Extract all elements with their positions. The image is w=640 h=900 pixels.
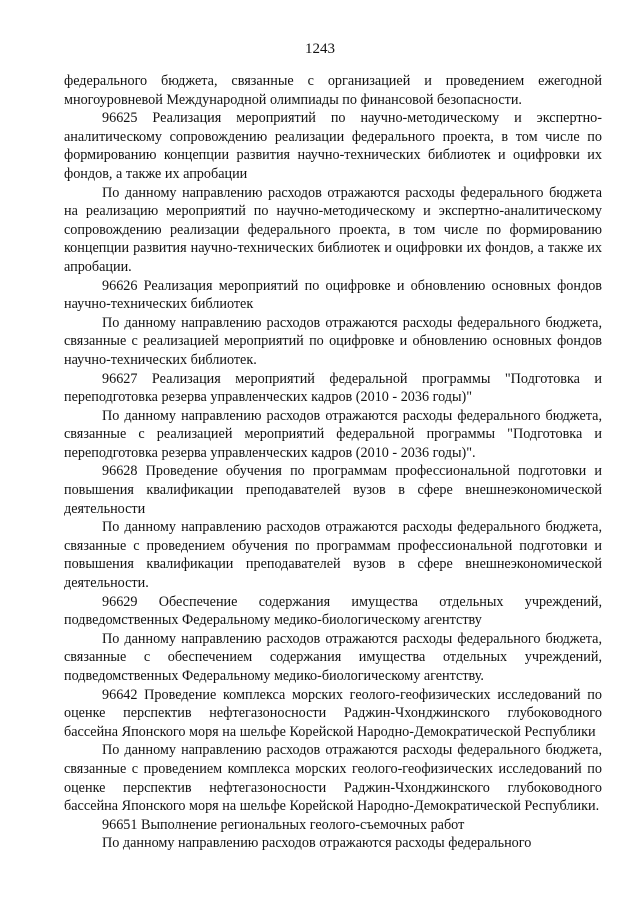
paragraph: По данному направлению расходов отражаются расходы федерального бюджета, связанные с проведением комплекса морских геолого-геофизических исследований по оценке перспектив нефтегазоносности Раджин-Чхонджинского глубоководного бассейна Японского моря на шельфе Корейской Народно-Демократической Республики. bbox=[64, 742, 602, 815]
paragraph: По данному направлению расходов отражаются расходы федерального бюджета на реализацию мероприятий по научно-методическому и экспертно-аналитическому сопровождению реализации федерального проекта, в том числе по формированию концепции развития научно-технических библиотек и оцифровки их фондов, а также их апробации. bbox=[64, 184, 602, 275]
paragraph: По данному направлению расходов отражаются расходы федерального бюджета, связанные с проведением обучения по программам профессиональной подготовки и повышения квалификации преподавателей вузов в сфере внешнеэкономической деятельности. bbox=[64, 519, 602, 592]
paragraph: 96627 Реализация мероприятий федеральной программы "Подготовка и переподготовка резерва управленческих кадров (2010 - 2036 годы)" bbox=[64, 370, 602, 406]
paragraph: федерального бюджета, связанные с организацией и проведением ежегодной многоуровневой Международной олимпиады по финансовой безопасности. bbox=[64, 73, 602, 108]
paragraph: 96626 Реализация мероприятий по оцифровке и обновлению основных фондов научно-технических библиотек bbox=[64, 277, 602, 313]
paragraph: По данному направлению расходов отражаются расходы федерального бюджета, связанные с реализацией мероприятий федеральной программы "Подготовка и переподготовка резерва управленческих кадров (2010 - 2036 годы)". bbox=[64, 407, 602, 461]
paragraph: 96628 Проведение обучения по программам профессиональной подготовки и повышения квалификации преподавателей вузов в сфере внешнеэкономической деятельности bbox=[64, 463, 602, 517]
paragraph: По данному направлению расходов отражаются расходы федерального bbox=[102, 835, 532, 852]
paragraph: 96651 Выполнение региональных геолого-съемочных работ bbox=[102, 816, 465, 833]
paragraph: По данному направлению расходов отражаются расходы федерального бюджета, связанные с реализацией мероприятий по оцифровке и обновлению основных фондов научно-технических библиотек. bbox=[64, 314, 602, 368]
paragraph: 96625 Реализация мероприятий по научно-методическому и экспертно-аналитическому сопровождению реализации федерального проекта, в том числе по формированию концепции развития научно-технических библиотек и оцифровки их фондов, а также их апробации bbox=[64, 110, 602, 182]
paragraph: По данному направлению расходов отражаются расходы федерального бюджета, связанные с обеспечением содержания имущества отдельных учреждений, подведомственных Федеральному медико-биологическому агентству. bbox=[64, 630, 602, 684]
document-body bbox=[64, 72, 602, 853]
page-number: 1243 bbox=[305, 41, 335, 57]
paragraph: 96629 Обеспечение содержания имущества отдельных учреждений, подведомственных Федеральному медико-биологическому агентству bbox=[64, 593, 602, 629]
paragraph: 96642 Проведение комплекса морских геолого-геофизических исследований по оценке перспектив нефтегазоносности Раджин-Чхонджинского глубоководного бассейна Японского моря на шельфе Корейской Народно-Демократической Республики bbox=[64, 686, 602, 740]
